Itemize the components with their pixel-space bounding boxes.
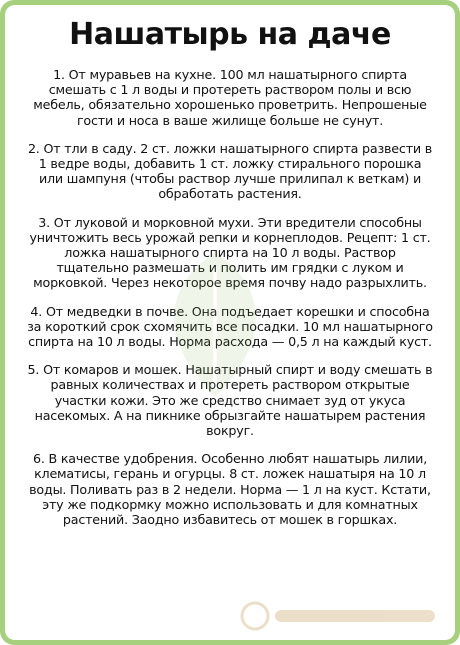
tip-paragraph-5: 5. От комаров и мошек. Нашатырный спирт и воду смешать в равных количествах и протереть раствором открытые участки кожи. Это же средство снимает зуд от укуса насекомых. А на пикнике обрызгайте нашатырем растения вокруг. [27,362,433,439]
site-logo-watermark [239,596,449,636]
content-card [5,5,455,640]
tip-paragraph-4: 4. От медведки в почве. Она подъедает корешки и способна за короткий срок схомячить все посадки. 10 мл нашатырного спирта на 10 л воды. Норма расхода — 0,5 л на каждый куст. [27,303,433,350]
tip-paragraph-2: 2. От тли в саду. 2 ст. ложки нашатырного спирта развести в 1 ведре воды, добавить 1 ст. ложку стирального порошка или шампуня (чтобы раствор лучше прилипал к веткам) и обработать растения. [27,140,433,202]
tip-paragraph-6: 6. В качестве удобрения. Особенно любят нашатырь лилии, клематисы, герань и огурцы. 8 ст. ложек нашатыря на 10 л воды. Поливать раз в 2 недели. Норма — 1 л на куст. Кстати, эту же подкормку можно использовать и для комнатных растений. Заодно избавитесь от мошек в горшках. [29,451,431,528]
page-title: Нашатырь на даче [69,17,391,52]
tip-paragraph-3: 3. От луковой и морковной мухи. Эти вредители способны уничтожить весь урожай репки и корнеплодов. Рецепт: 1 ст. ложка нашатырного спирта на 10 л воды. Раствор тщательно размешать и полить им грядки с луком и морковкой. Через некоторое время почву надо разрыхлить. [29,214,431,291]
tip-paragraph-1: 1. От муравьев на кухне. 100 мл нашатырного спирта смешать с 1 л воды и протереть раствором полы и всю мебель, обязательно хорошенько проветрить. Непрошеные гости и носа в ваше жилище больше не сунут. [33,67,427,128]
